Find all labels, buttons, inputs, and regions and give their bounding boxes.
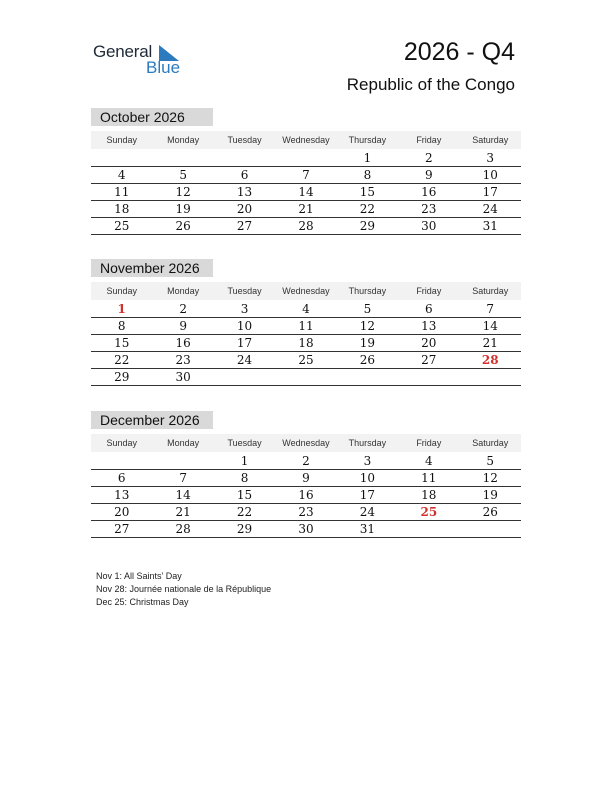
day-cell: 13 (114, 488, 130, 502)
day-cell: 17 (482, 185, 498, 199)
week-row (91, 301, 521, 318)
weekday-header (91, 131, 521, 149)
week-row (91, 453, 521, 470)
week-row (91, 167, 521, 184)
weekday-label: Saturday (472, 438, 509, 448)
day-cell (275, 150, 336, 166)
day-cell: 17 (359, 488, 376, 502)
day-cell: 3 (240, 302, 249, 316)
day-cell: 6 (240, 168, 249, 182)
day-cell: 1 (363, 151, 372, 165)
weekday-label: Thursday (348, 438, 387, 448)
day-cell: 12 (482, 471, 498, 485)
day-cell (460, 369, 521, 385)
week-row (91, 504, 521, 521)
day-cell (91, 150, 152, 166)
day-cell: 24 (359, 505, 376, 519)
holiday-note: Nov 28: Journée nationale de la République (96, 584, 272, 594)
day-cell: 30 (298, 522, 314, 536)
day-cell: 4 (302, 302, 310, 316)
day-cell: 29 (359, 219, 376, 233)
weekday-label: Wednesday (282, 438, 330, 448)
day-cell: 2 (425, 151, 433, 165)
holiday-day-cell: 28 (481, 353, 499, 367)
generalblue-logo (93, 42, 193, 78)
day-cell: 22 (236, 505, 253, 519)
day-cell: 6 (117, 471, 126, 485)
day-cell: 7 (302, 168, 310, 182)
day-cell: 19 (175, 202, 191, 216)
holiday-note: Dec 25: Christmas Day (96, 597, 189, 607)
day-cell: 26 (482, 505, 498, 519)
day-cell: 21 (298, 202, 314, 216)
week-row (91, 352, 521, 369)
weekday-label: Sunday (106, 438, 137, 448)
day-cell: 1 (240, 454, 249, 468)
day-cell: 5 (486, 454, 495, 468)
day-cell (275, 369, 336, 385)
week-row (91, 218, 521, 235)
day-cell: 13 (421, 319, 437, 333)
day-cell: 18 (421, 488, 437, 502)
day-cell: 23 (298, 505, 314, 519)
day-cell (337, 369, 398, 385)
day-cell: 25 (298, 353, 314, 367)
logo-word-blue: Blue (146, 58, 181, 77)
day-cell: 9 (179, 319, 187, 333)
day-cell: 16 (298, 488, 314, 502)
day-cell: 9 (302, 471, 310, 485)
day-cell (398, 521, 459, 537)
day-cell: 5 (363, 302, 372, 316)
day-cell: 6 (425, 302, 433, 316)
weekday-label: Friday (416, 286, 442, 296)
month-name: November 2026 (91, 259, 213, 277)
day-cell: 27 (114, 522, 130, 536)
day-cell: 19 (482, 488, 498, 502)
day-cell: 14 (482, 319, 498, 333)
day-cell: 16 (421, 185, 437, 199)
day-cell: 20 (236, 202, 253, 216)
day-cell: 28 (298, 219, 314, 233)
day-cell: 27 (236, 219, 253, 233)
day-cell: 5 (179, 168, 187, 182)
weekday-label: Monday (167, 135, 200, 145)
day-cell: 4 (425, 454, 433, 468)
page-title: 2026 - Q4 (403, 38, 515, 66)
day-cell: 21 (175, 505, 191, 519)
day-cell: 11 (114, 185, 130, 199)
day-cell: 24 (482, 202, 498, 216)
weekday-label: Monday (167, 286, 200, 296)
day-cell: 24 (236, 353, 253, 367)
day-cell: 2 (179, 302, 187, 316)
day-cell: 16 (175, 336, 191, 350)
day-cell: 18 (114, 202, 130, 216)
day-cell: 20 (421, 336, 437, 350)
day-cell: 19 (359, 336, 376, 350)
week-row (91, 369, 521, 386)
weekday-label: Wednesday (282, 286, 330, 296)
week-row (91, 470, 521, 487)
day-cell: 23 (421, 202, 437, 216)
weekday-label: Wednesday (282, 135, 330, 145)
day-cell: 2 (302, 454, 310, 468)
day-cell: 8 (240, 471, 249, 485)
week-row (91, 184, 521, 201)
day-cell (152, 453, 213, 469)
weekday-label: Thursday (348, 286, 387, 296)
weekday-label: Monday (167, 438, 200, 448)
month-name: December 2026 (91, 411, 213, 429)
day-cell: 15 (114, 336, 130, 350)
country-name: Republic of the Congo (346, 75, 515, 94)
day-cell: 11 (298, 319, 314, 333)
weekday-label: Tuesday (227, 286, 262, 296)
day-cell: 17 (236, 336, 253, 350)
holiday-notes (96, 570, 271, 609)
day-cell: 30 (175, 370, 191, 384)
holiday-day-cell: 25 (420, 505, 438, 519)
day-cell: 22 (114, 353, 130, 367)
day-cell (214, 369, 275, 385)
day-cell: 9 (425, 168, 433, 182)
weekday-label: Friday (416, 438, 442, 448)
day-cell: 11 (421, 471, 437, 485)
week-row (91, 150, 521, 167)
day-cell: 28 (175, 522, 191, 536)
week-row (91, 201, 521, 218)
day-cell: 10 (482, 168, 498, 182)
week-row (91, 318, 521, 335)
day-cell (214, 150, 275, 166)
day-cell: 15 (236, 488, 253, 502)
day-cell: 25 (114, 219, 130, 233)
day-cell (152, 150, 213, 166)
day-cell: 14 (298, 185, 314, 199)
day-cell: 20 (114, 505, 130, 519)
day-cell: 8 (117, 319, 126, 333)
weekday-label: Sunday (106, 135, 137, 145)
day-cell: 18 (298, 336, 314, 350)
week-row (91, 521, 521, 538)
weekday-label: Saturday (472, 286, 509, 296)
day-cell: 26 (175, 219, 191, 233)
day-cell: 12 (175, 185, 191, 199)
day-cell: 26 (359, 353, 376, 367)
day-cell: 23 (175, 353, 191, 367)
day-cell: 12 (359, 319, 376, 333)
day-cell: 30 (421, 219, 437, 233)
day-cell: 29 (236, 522, 253, 536)
holiday-note: Nov 1: All Saints’ Day (96, 571, 182, 581)
day-cell: 21 (482, 336, 498, 350)
weekday-label: Tuesday (227, 438, 262, 448)
day-cell: 3 (363, 454, 372, 468)
month-name: October 2026 (91, 108, 213, 126)
weekday-label: Friday (416, 135, 442, 145)
weekday-header (91, 282, 521, 300)
day-cell: 15 (359, 185, 376, 199)
day-cell: 13 (236, 185, 253, 199)
weekday-header (91, 434, 521, 452)
day-cell (398, 369, 459, 385)
weekday-label: Tuesday (227, 135, 262, 145)
day-cell: 10 (359, 471, 376, 485)
day-cell: 31 (482, 219, 498, 233)
day-cell: 27 (421, 353, 437, 367)
holiday-day-cell: 1 (117, 302, 126, 316)
day-cell: 8 (363, 168, 372, 182)
day-cell: 10 (236, 319, 253, 333)
day-cell: 29 (114, 370, 130, 384)
logo-word-general: General (93, 42, 153, 61)
day-cell: 7 (179, 471, 187, 485)
day-cell: 7 (486, 302, 495, 316)
day-cell: 3 (486, 151, 495, 165)
day-cell (460, 521, 521, 537)
weekday-label: Thursday (348, 135, 387, 145)
day-cell (91, 453, 152, 469)
day-cell: 4 (117, 168, 126, 182)
weekday-label: Sunday (106, 286, 137, 296)
week-row (91, 335, 521, 352)
day-cell: 14 (175, 488, 191, 502)
day-cell: 22 (359, 202, 376, 216)
week-row (91, 487, 521, 504)
day-cell: 31 (359, 522, 376, 536)
weekday-label: Saturday (472, 135, 509, 145)
